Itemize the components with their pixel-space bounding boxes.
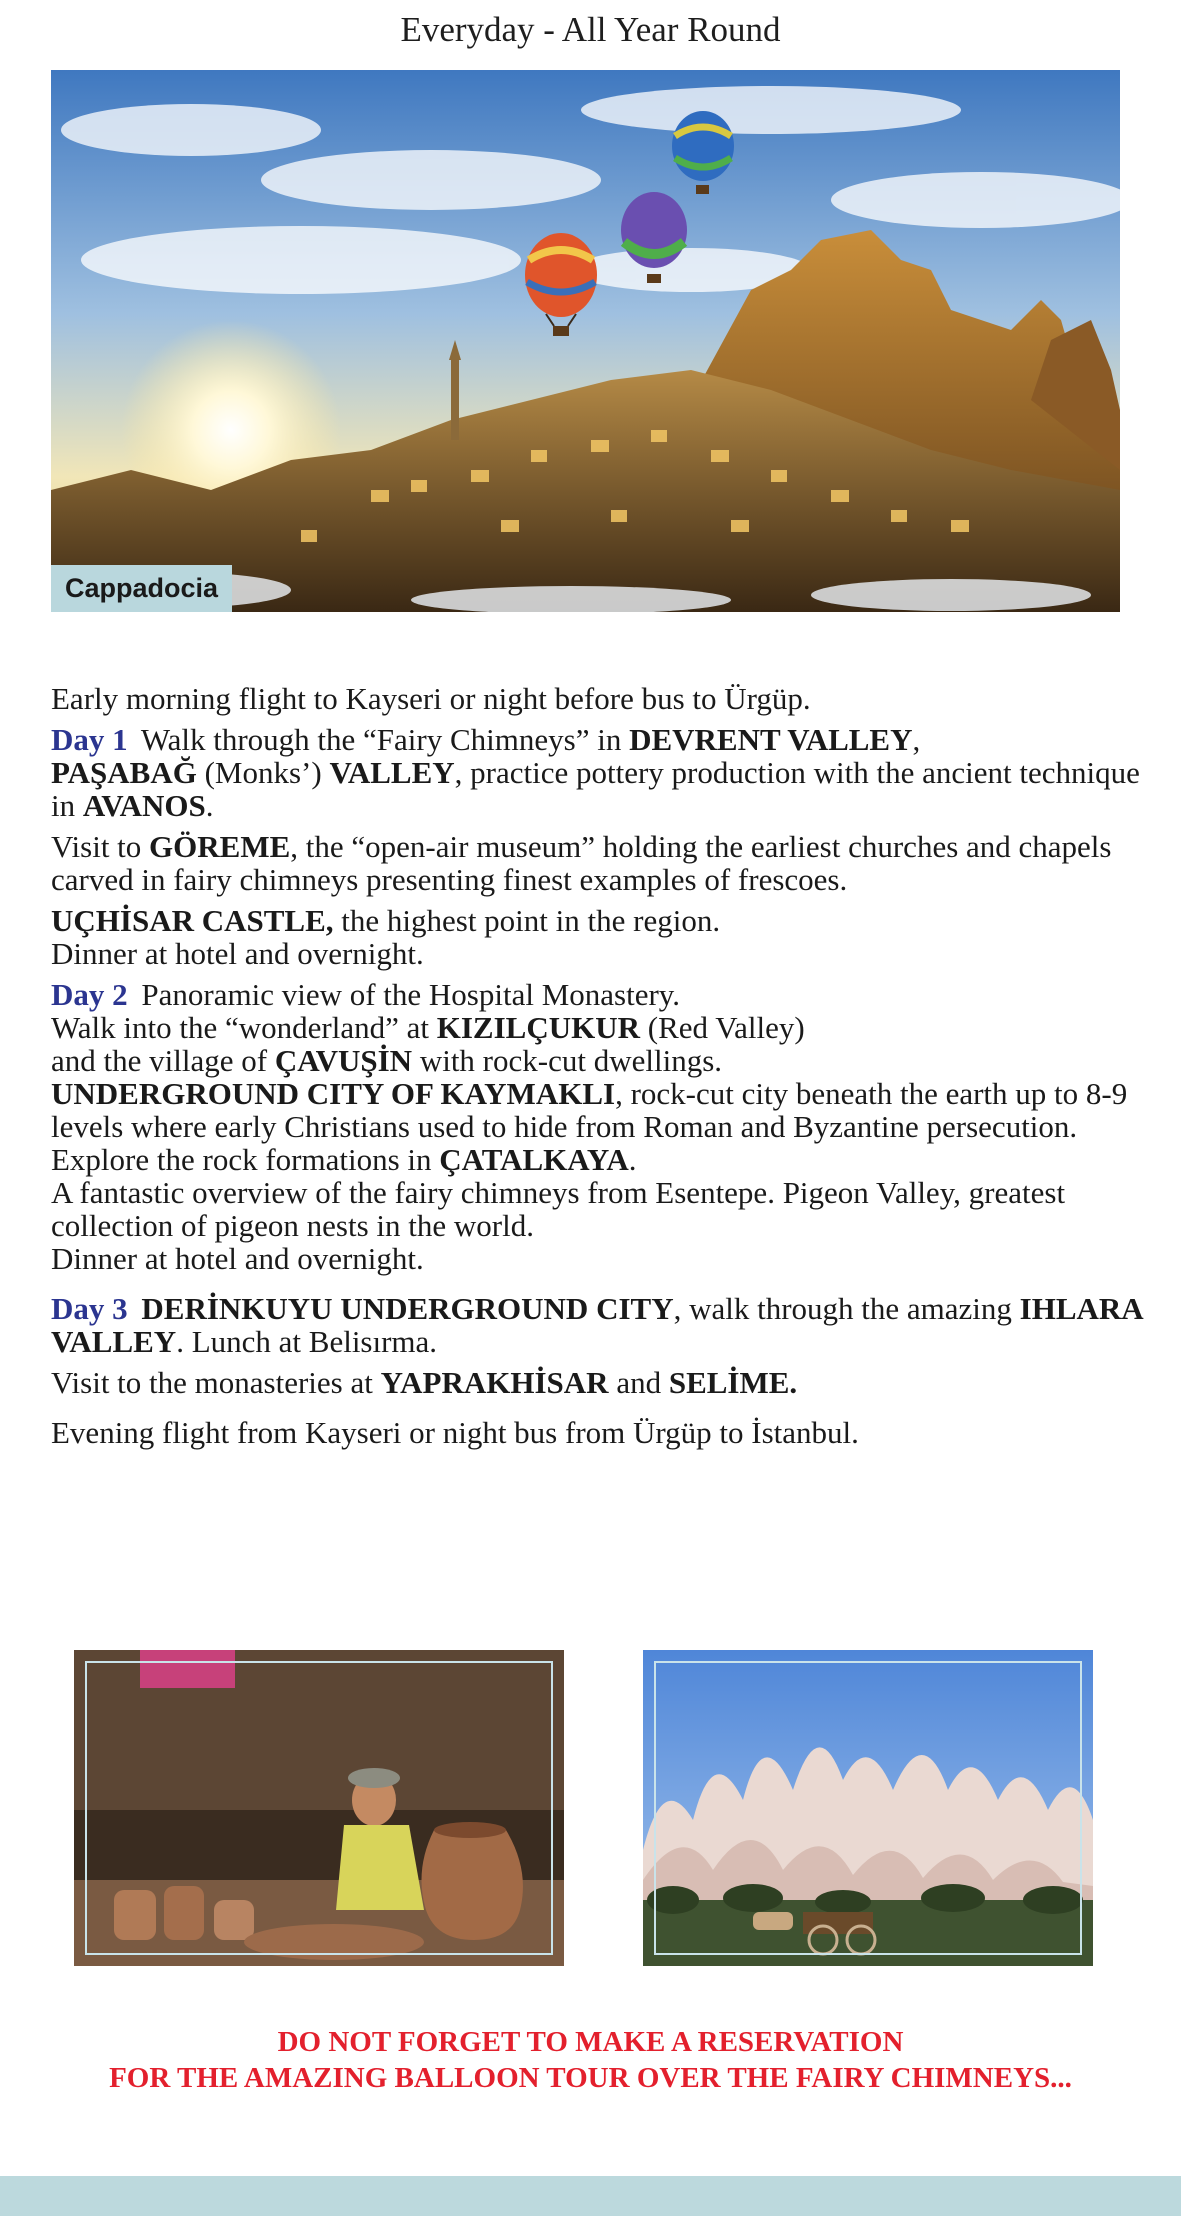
- reminder-line-1: DO NOT FORGET TO MAKE A RESERVATION: [277, 2026, 904, 2058]
- fairy-chimneys-photo: [643, 1650, 1093, 1966]
- hero-caption-label: Cappadocia: [51, 565, 232, 612]
- day3-label: Day 3: [51, 1291, 128, 1326]
- intro-line: Early morning flight to Kayseri or night before bus to Ürgüp.: [51, 681, 811, 716]
- uchisar-paragraph: UÇHİSAR CASTLE, the highest point in the region. Dinner at hotel and overnight.: [51, 903, 721, 971]
- goreme-paragraph: Visit to GÖREME, the “open-air museum” holding the earliest churches and chapels carved in fairy chimneys presenting finest examples of frescoes.: [51, 829, 1112, 897]
- footer-bar: [0, 2176, 1181, 2216]
- day1-label: Day 1: [51, 722, 128, 757]
- cappadocia-landscape-image: [51, 70, 1120, 612]
- chimneys-photo-frame: [654, 1661, 1082, 1955]
- itinerary-text: [51, 682, 1166, 1449]
- page-title: Everyday - All Year Round: [400, 10, 781, 49]
- reminder-line-2: FOR THE AMAZING BALLOON TOUR OVER THE FAIRY CHIMNEYS...: [109, 2062, 1072, 2094]
- balloon-tour-reminder: [0, 2024, 1181, 2096]
- day1-paragraph: Day 1 Walk through the “Fairy Chimneys” in DEVRENT VALLEY, PAŞABAĞ (Monks’) VALLEY, practice pottery production with the ancient technique in AVANOS.: [51, 722, 1140, 823]
- hero-photo: [51, 70, 1120, 612]
- pottery-photo-frame: [85, 1661, 553, 1955]
- day3-paragraph: Day 3 DERİNKUYU UNDERGROUND CITY, walk through the amazing IHLARA VALLEY. Lunch at Belisırma.: [51, 1291, 1142, 1359]
- day3-visit-line: Visit to the monasteries at YAPRAKHİSAR and SELİME.: [51, 1365, 798, 1400]
- closing-line: Evening flight from Kayseri or night bus from Ürgüp to İstanbul.: [51, 1415, 859, 1450]
- day2-paragraph: Day 2 Panoramic view of the Hospital Monastery. Walk into the “wonderland” at KIZILÇUKUR (Red Valley) and the village of ÇAVUŞİN with rock-cut dwellings. UNDERGROUND CITY OF KAYMAKLI, rock-cut city beneath the earth up to 8-9 levels where early Christians used to hide from Roman and Byzantine persecution. Explore the rock formations in ÇATALKAYA. A fantastic overview of the fairy chimneys from Esentepe. Pigeon Valley, greatest collection of pigeon nests in the world. Dinner at hotel and overnight.: [51, 977, 1128, 1276]
- pottery-photo: [74, 1650, 564, 1966]
- day2-label: Day 2: [51, 977, 128, 1012]
